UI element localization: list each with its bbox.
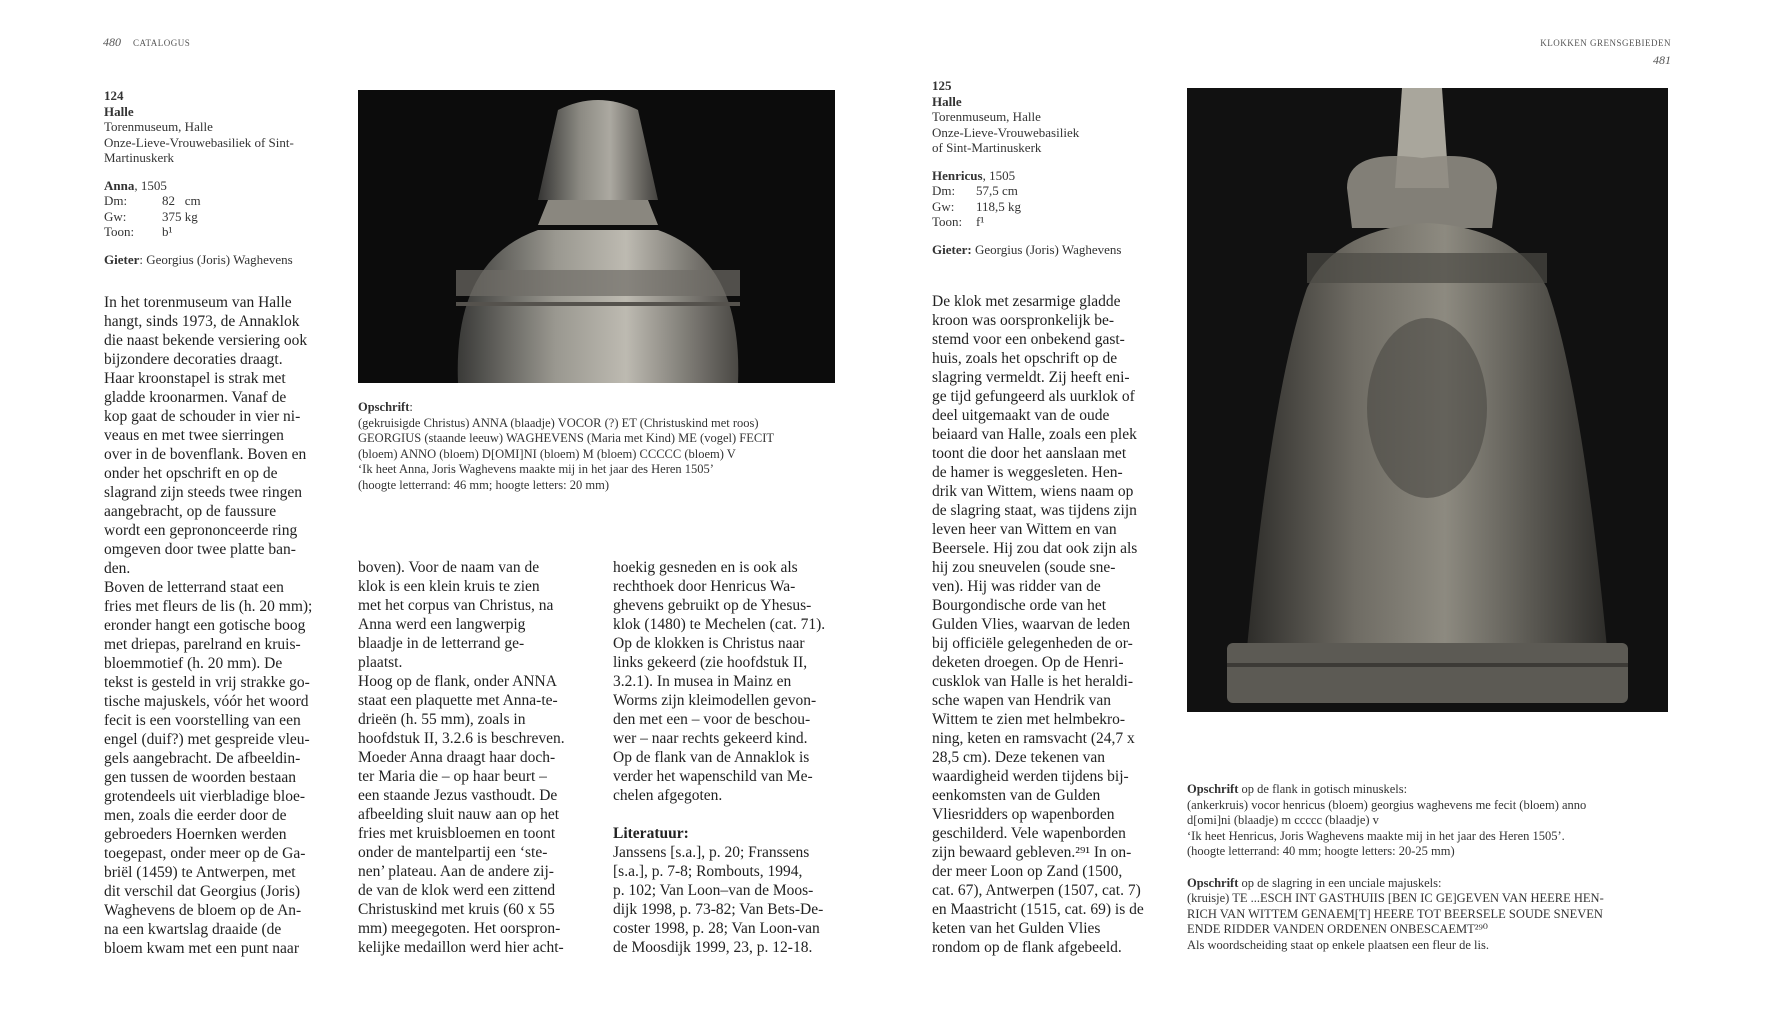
text-line: verder het wapenschild van Me- xyxy=(613,768,813,785)
spec-row xyxy=(104,224,334,240)
text-line: over in de bovenflank. Boven en xyxy=(104,446,307,463)
text-line: die naast bekende versiering ook xyxy=(104,332,308,349)
spec-row xyxy=(104,209,334,225)
text-line: (gekruisigde Christus) ANNA (blaadje) VOCOR (?) ET (Christuskind met roos) xyxy=(358,415,759,430)
text-line: cusklok van Halle is het heraldi- xyxy=(932,673,1134,690)
text-line: tische majuskels, vóór het woord xyxy=(104,693,309,710)
text-line: Vliesridders op wapenborden xyxy=(932,806,1115,823)
location-line: of Sint-Martinuskerk xyxy=(932,140,1042,155)
text-line: mm) meegegoten. Het oorspron- xyxy=(358,920,561,937)
spec-row xyxy=(932,183,1162,199)
text-line: ven). Hij was ridder van de xyxy=(932,578,1101,595)
location-line: Onze-Lieve-Vrouwebasiliek of Sint- xyxy=(104,134,294,150)
text-line: hoofdstuk II, 3.2.6 is beschreven. xyxy=(358,730,565,747)
running-head: KLOKKEN GRENSGEBIEDEN xyxy=(1540,38,1671,48)
text-line: Worms zijn kleimodellen gevon- xyxy=(613,692,817,709)
body-column-right xyxy=(932,292,1172,957)
text-line: de hamer is weggesleten. Hen- xyxy=(932,464,1123,481)
spec-value: f¹ xyxy=(976,214,985,229)
bell-title xyxy=(104,178,334,194)
text-line: dijk 1998, p. 73-82; Van Bets-De- xyxy=(613,901,824,918)
text-line: coster 1998, p. 28; Van Loon-van xyxy=(613,920,820,937)
text-line: Boven de letterrand staat een xyxy=(104,579,284,596)
text-line: met driepas, parelrand en kruis- xyxy=(104,636,301,653)
bell-image xyxy=(1187,88,1668,712)
page-number: 480 xyxy=(103,35,121,49)
text-line: ter Maria die – op haar beurt – xyxy=(358,768,547,785)
caption-lines xyxy=(358,416,838,494)
text-line: fecit is een voorstelling van een xyxy=(104,712,301,729)
text-line: Hoog op de flank, onder ANNA xyxy=(358,673,557,690)
spec-label: Dm: xyxy=(104,193,128,208)
spec-value: 118,5 kg xyxy=(976,198,1022,214)
text-line: sche wapen van Hendrik van xyxy=(932,692,1112,709)
text-line: grotendeels uit vierbladige bloe- xyxy=(104,788,306,805)
text-line: omgeven door twee platte ban- xyxy=(104,541,296,558)
text-line: briël (1459) te Antwerpen, met xyxy=(104,864,296,881)
text-line: hangt, sinds 1973, de Annaklok xyxy=(104,313,300,330)
entry-place: Halle xyxy=(932,93,962,109)
text-line: afbeelding sluit nauw aan op het xyxy=(358,806,560,823)
text-line: Op de flank van de Annaklok is xyxy=(613,749,810,766)
caption-heading-suffix: op de slagring in een unciale majuskels: xyxy=(1238,875,1442,890)
text-line: onder het opschrift en op de xyxy=(104,465,278,482)
text-line: boven). Voor de naam van de xyxy=(358,559,540,576)
text-line: en Maastricht (1515, cat. 69) is de xyxy=(932,901,1144,918)
founder-name: : Georgius (Joris) Waghevens xyxy=(139,251,293,267)
text-line: p. 102; Van Loon–van de Moos- xyxy=(613,882,814,899)
text-line: deel uitgemaakt van de oude xyxy=(932,407,1110,424)
text-line: nen’ plateau. Aan de andere zij- xyxy=(358,863,554,880)
text-line: Als woordscheiding staat op enkele plaatsen een fleur de lis. xyxy=(1187,937,1489,952)
caption-heading xyxy=(1187,782,1687,798)
text-line: slagring vermeldt. Zij heeft eni- xyxy=(932,369,1130,386)
text-line: Anna werd een langwerpig xyxy=(358,616,526,633)
text-line: gladde kroonarmen. Vanaf de xyxy=(104,389,287,406)
text-line: klok (1480) te Mechelen (cat. 71). xyxy=(613,616,826,633)
bell-image xyxy=(358,90,835,383)
text-line: den met een – voor de beschou- xyxy=(613,711,811,728)
text-line: huis, zoals het opschrift op de xyxy=(932,350,1118,367)
text-line: gen tussen de woorden bestaan xyxy=(104,769,296,786)
bell-year: , 1505 xyxy=(134,177,167,193)
text-line: wordt een geprononceerde ring xyxy=(104,522,298,539)
text-line: fries met kruisbloemen en toont xyxy=(358,825,556,842)
text-line: leven heer van Wittem en van xyxy=(932,521,1117,538)
text-line: [s.a.], p. 7-8; Rombouts, 1994, xyxy=(613,863,803,880)
text-line: ning, keten en ramsvacht (24,7 x xyxy=(932,730,1135,747)
text-line: kroon was oorspronkelijk be- xyxy=(932,312,1115,329)
spec-row xyxy=(932,199,1162,215)
left-page-header xyxy=(103,33,190,51)
text-line: 28,5 cm). Deze tekenen van xyxy=(932,749,1106,766)
text-line: klok is een klein kruis te zien xyxy=(358,578,540,595)
text-line: (hoogte letterrand: 40 mm; hoogte letters: 20-25 mm) xyxy=(1187,844,1455,858)
spec-label: Gw: xyxy=(104,208,127,224)
spec-label: Dm: xyxy=(932,183,956,198)
text-line: stemd voor een onbekend gast- xyxy=(932,331,1125,348)
spec-value: b¹ xyxy=(162,224,173,239)
text-line: Gulden Vlies, waarvan de leden xyxy=(932,616,1131,633)
spec-row xyxy=(104,193,334,209)
text-line: (kruisje) TE ...ESCH INT GASTHUIIS [BEN IC GE]GEVEN VAN HEERE HEN- xyxy=(1187,891,1604,905)
spec-row xyxy=(932,214,1162,230)
text-line: de Moosdijk 1999, 23, p. 12-18. xyxy=(613,939,813,956)
text-line: Op de klokken is Christus naar xyxy=(613,635,805,652)
spec-label: Toon: xyxy=(932,214,963,229)
location-line: Onze-Lieve-Vrouwebasiliek xyxy=(932,124,1080,140)
spec-value: 375 kg xyxy=(162,208,198,224)
caption-heading-suffix: : xyxy=(409,400,413,414)
entry-place: Halle xyxy=(104,103,134,119)
text-line: geschilderd. Vele wapenborden xyxy=(932,825,1126,842)
location-line: Torenmuseum, Halle xyxy=(104,119,213,134)
body-column-2 xyxy=(358,558,598,957)
catalogue-entry-125 xyxy=(932,78,1162,257)
text-line: Wittem te zien met helmbekro- xyxy=(932,711,1126,728)
founder-label: Gieter: xyxy=(932,241,972,257)
column-lines xyxy=(358,558,598,957)
text-line: bloemmotief (h. 20 mm). De xyxy=(104,655,283,672)
founder xyxy=(104,252,334,268)
bell-name: Henricus xyxy=(932,167,983,183)
text-line: drieën (h. 55 mm), zoals in xyxy=(358,711,526,728)
text-line: keten van het Gulden Vlies xyxy=(932,920,1101,937)
text-line: chelen afgegoten. xyxy=(613,787,723,804)
text-line: de van de klok werd een zittend xyxy=(358,882,556,899)
text-line: met het corpus van Christus, na xyxy=(358,597,554,614)
founder-name: Georgius (Joris) Waghevens xyxy=(971,241,1122,257)
text-line: Christuskind met kruis (60 x 55 xyxy=(358,901,555,918)
bell-title xyxy=(932,168,1162,184)
column-lines xyxy=(104,293,339,958)
caption-lines xyxy=(1187,891,1687,953)
caption-heading-suffix: op de flank in gotisch minuskels: xyxy=(1238,782,1408,796)
text-line: bloem kwam met een punt naar xyxy=(104,940,299,957)
text-line: ge tijd gefungeerd als uurklok of xyxy=(932,388,1135,405)
text-line: In het torenmuseum van Halle xyxy=(104,294,292,311)
body-column-1 xyxy=(104,293,339,958)
caption-heading-label: Opschrift xyxy=(1187,875,1239,890)
text-line: (bloem) ANNO (bloem) D[OMI]NI (bloem) M (bloem) CCCCC (bloem) V xyxy=(358,446,736,461)
caption-heading xyxy=(358,400,838,416)
entry-number: 125 xyxy=(932,78,952,93)
text-line: men, zoals die eerder door de xyxy=(104,807,287,824)
caption-inscription-anna xyxy=(358,400,838,493)
text-line: links gekeerd (zie hoofdstuk II, xyxy=(613,654,808,671)
spec-label: Toon: xyxy=(104,224,135,239)
text-line: waardigheid werden tijdens bij- xyxy=(932,768,1129,785)
column-lines xyxy=(613,558,853,805)
text-line: tekst is gesteld in vrij strakke go- xyxy=(104,674,310,691)
entry-number: 124 xyxy=(104,88,124,103)
bell-photo-anna xyxy=(358,90,835,383)
text-line: deketen droegen. Op de Henri- xyxy=(932,654,1124,671)
text-line: GEORGIUS (staande leeuw) WAGHEVENS (Maria met Kind) ME (vogel) FECIT xyxy=(358,431,775,445)
text-line: (hoogte letterrand: 46 mm; hoogte letters: 20 mm) xyxy=(358,477,609,492)
column-lines xyxy=(932,292,1172,957)
text-line: 3.2.1). In musea in Mainz en xyxy=(613,673,792,690)
text-line: fries met fleurs de lis (h. 20 mm); xyxy=(104,598,313,615)
caption-lines xyxy=(1187,798,1687,860)
spec-value: 82 cm xyxy=(162,193,201,208)
text-line: hij zou sneuvelen (soude sne- xyxy=(932,559,1116,576)
text-line: staat een plaquette met Anna-te- xyxy=(358,692,558,709)
text-line: toegepast, onder meer op de Ga- xyxy=(104,845,306,862)
text-line: gebroeders Hoernken werden xyxy=(104,826,287,843)
text-line: na een kwartslag draaide (de xyxy=(104,921,282,938)
caption-heading-label: Opschrift xyxy=(1187,782,1239,796)
text-line: veaus en met twee sierringen xyxy=(104,427,284,444)
text-line: onder de mantelpartij een ‘ste- xyxy=(358,844,548,861)
text-line: de slagring staat, was tijdens zijn xyxy=(932,502,1137,519)
bell-name: Anna xyxy=(104,177,135,193)
text-line: rondom op de flank afgebeeld. xyxy=(932,939,1122,956)
text-line: bijzondere decoraties draagt. xyxy=(104,351,283,368)
text-line: den. xyxy=(104,560,131,577)
text-line: (ankerkruis) vocor henricus (bloem) georgius waghevens me fecit (bloem) anno xyxy=(1187,797,1587,812)
text-line: kop gaat de schouder in vier ni- xyxy=(104,408,301,425)
running-head: CATALOGUS xyxy=(133,38,191,48)
literature-lines xyxy=(613,843,853,957)
text-line: gels aangebracht. De afbeeldin- xyxy=(104,750,301,767)
text-line: hoekig gesneden en is ook als xyxy=(613,559,798,576)
text-line: Haar kroonstapel is strak met xyxy=(104,370,286,387)
text-line: RICH VAN WITTEM GENAEM[T] HEERE TOT BEERSELE SOUDE SNEVEN xyxy=(1187,906,1603,921)
text-line: cat. 67), Antwerpen (1507, cat. 7) xyxy=(932,882,1141,899)
text-line: ‘Ik heet Henricus, Joris Waghevens maakte mij in het jaar des Heren 1505’. xyxy=(1187,828,1565,843)
literature-heading: Literatuur: xyxy=(613,825,689,842)
caption-heading-label: Opschrift xyxy=(358,400,410,414)
text-line: beiaard van Halle, zoals een plek xyxy=(932,426,1137,443)
caption-heading xyxy=(1187,876,1687,892)
text-line: Janssens [s.a.], p. 20; Franssens xyxy=(613,844,810,861)
spec-value: 57,5 cm xyxy=(976,183,1018,198)
spec-label: Gw: xyxy=(932,198,955,214)
text-line: aangebracht, op de faussure xyxy=(104,503,277,520)
founder xyxy=(932,242,1162,258)
text-line: kelijke medaillon werd hier acht- xyxy=(358,939,564,956)
text-line: slagrand zijn steeds twee ringen xyxy=(104,484,302,501)
text-line: Bourgondische orde van het xyxy=(932,597,1107,614)
text-line: Moeder Anna draagt haar doch- xyxy=(358,749,556,766)
body-column-3 xyxy=(613,558,853,957)
catalogue-entry-124 xyxy=(104,88,334,267)
location-line: Martinuskerk xyxy=(104,150,175,165)
text-line: wer – naar rechts gekeerd kind. xyxy=(613,730,808,747)
text-line: Beersele. Hij zou dat ook zijn als xyxy=(932,540,1138,557)
text-line: d[omi]ni (blaadje) m ccccc (blaadje) v xyxy=(1187,813,1379,827)
text-line: dit verschil dat Georgius (Joris) xyxy=(104,883,301,900)
text-line: drik van Wittem, wiens naam op xyxy=(932,483,1134,500)
text-line: der meer Loon op Zand (1500, xyxy=(932,863,1123,880)
text-line: blaadje in de letterrand ge- xyxy=(358,635,525,652)
text-line: een staande Jezus vasthoudt. De xyxy=(358,787,558,804)
right-page-header xyxy=(1515,33,1671,69)
caption-inscription-flank xyxy=(1187,782,1687,953)
text-line: engel (duif?) met gespreide vleu- xyxy=(104,731,310,748)
text-line: De klok met zesarmige gladde xyxy=(932,293,1121,310)
text-line: toont die door het aanslaan met xyxy=(932,445,1127,462)
location-line: Torenmuseum, Halle xyxy=(932,109,1041,124)
text-line: bij officiële gelegenheden de or- xyxy=(932,635,1133,652)
page-number: 481 xyxy=(1653,53,1671,67)
text-line: ‘Ik heet Anna, Joris Waghevens maakte mij in het jaar des Heren 1505’ xyxy=(358,462,714,476)
text-line: eenkomsten van de Gulden xyxy=(932,787,1101,804)
text-line: eronder hangt een gotische boog xyxy=(104,617,306,634)
text-line: plaatst. xyxy=(358,654,403,671)
text-line: rechthoek door Henricus Wa- xyxy=(613,578,796,595)
text-line: zijn bewaard gebleven.²⁹¹ In on- xyxy=(932,844,1132,861)
founder-label: Gieter xyxy=(104,251,140,267)
bell-photo-henricus xyxy=(1187,88,1668,712)
text-line: ENDE RIDDER VANDEN ORDENEN ONBESCAEMT²⁹⁰ xyxy=(1187,922,1488,936)
bell-year: , 1505 xyxy=(982,167,1016,183)
text-line: Waghevens de bloem op de An- xyxy=(104,902,302,919)
text-line: ghevens gebruikt op de Yhesus- xyxy=(613,597,812,614)
